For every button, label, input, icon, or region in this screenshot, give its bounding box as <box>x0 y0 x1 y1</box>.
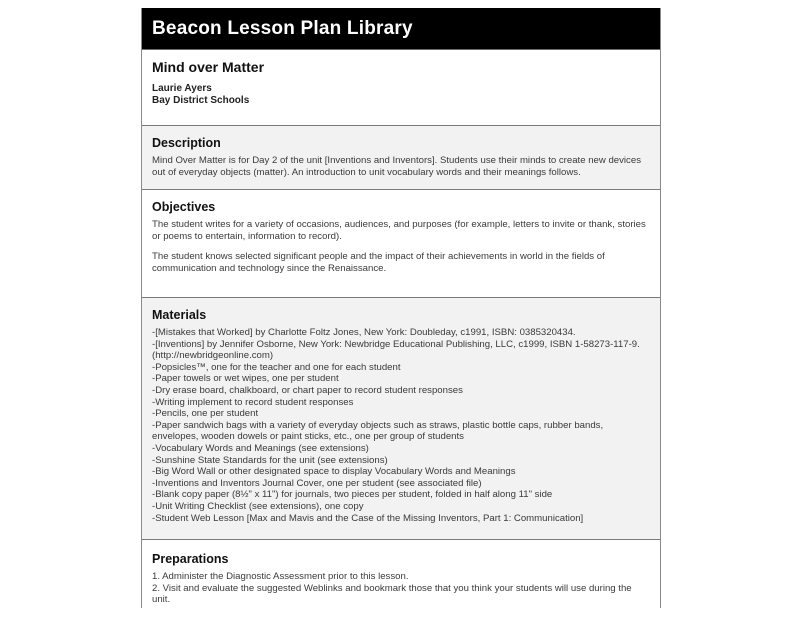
material-item: -[Inventions] by Jennifer Osborne, New York: Newbridge Educational Publishing, LLC, c1999, ISBN 1-58273-117-9. (http://newbridgeonline.com) <box>152 338 640 362</box>
preparations-list <box>152 571 650 606</box>
objective-item: The student writes for a variety of occasions, audiences, and purposes (for example, letters to invite or thank, stories or poems to entertain, information to record). <box>152 219 646 242</box>
lesson-plan-page <box>141 8 661 608</box>
preparations-heading: Preparations <box>152 552 229 566</box>
preparations-section <box>142 540 660 620</box>
material-item: -[Mistakes that Worked] by Charlotte Foltz Jones, New York: Doubleday, c1991, ISBN: 0385320434. <box>152 327 576 338</box>
material-item: -Unit Writing Checklist (see extensions), one copy <box>152 500 364 512</box>
lesson-title: Mind over Matter <box>152 59 265 75</box>
material-item: -Sunshine State Standards for the unit (see extensions) <box>152 454 388 466</box>
material-item: -Big Word Wall or other designated space to display Vocabulary Words and Meanings <box>152 466 516 478</box>
material-item: -Popsicles™, one for the teacher and one for each student <box>152 361 401 373</box>
preparation-item: 1. Administer the Diagnostic Assessment prior to this lesson. <box>152 571 409 582</box>
material-item: -Inventions and Inventors Journal Cover, one per student (see associated file) <box>152 477 482 489</box>
materials-section <box>142 298 660 540</box>
description-text: Mind Over Matter is for Day 2 of the unit [Inventions and Inventors]. Students use their minds to create new devices out of everyday objects (matter). An introduction to unit vocabulary words and their meanings follows. <box>152 155 641 178</box>
material-item: -Paper towels or wet wipes, one per student <box>152 373 339 385</box>
objectives-heading: Objectives <box>152 200 216 214</box>
material-item: -Blank copy paper (8½" x 11") for journals, two pieces per student, folded in half along 11" side <box>152 489 553 501</box>
objective-item: The student knows selected significant people and the impact of their achievements in world in the fields of communication and technology since the Renaissance. <box>152 251 605 274</box>
preparation-item: 2. Visit and evaluate the suggested Weblinks and bookmark those that you think your students will use during the unit. <box>152 582 632 606</box>
description-heading: Description <box>152 136 221 150</box>
site-header <box>142 8 660 50</box>
lesson-title-section <box>142 50 660 126</box>
materials-heading: Materials <box>152 308 207 322</box>
material-item: -Dry erase board, chalkboard, or chart paper to record student responses <box>152 384 463 396</box>
material-item: -Vocabulary Words and Meanings (see extensions) <box>152 442 369 454</box>
site-title: Beacon Lesson Plan Library <box>152 17 413 39</box>
description-section <box>142 126 660 190</box>
materials-list <box>152 327 650 524</box>
material-item: -Student Web Lesson [Max and Mavis and the Case of the Missing Inventors, Part 1: Communication] <box>152 512 584 524</box>
material-item: -Paper sandwich bags with a variety of everyday objects such as straws, plastic bottle caps, rubber bands, envelopes, wooden dowels or paint sticks, etc., one per group of students <box>152 419 604 443</box>
lesson-author: Laurie Ayers <box>152 83 212 94</box>
objectives-section <box>142 190 660 298</box>
lesson-organization: Bay District Schools <box>152 95 250 106</box>
material-item: -Writing implement to record student responses <box>152 396 354 408</box>
material-item: -Pencils, one per student <box>152 408 259 420</box>
